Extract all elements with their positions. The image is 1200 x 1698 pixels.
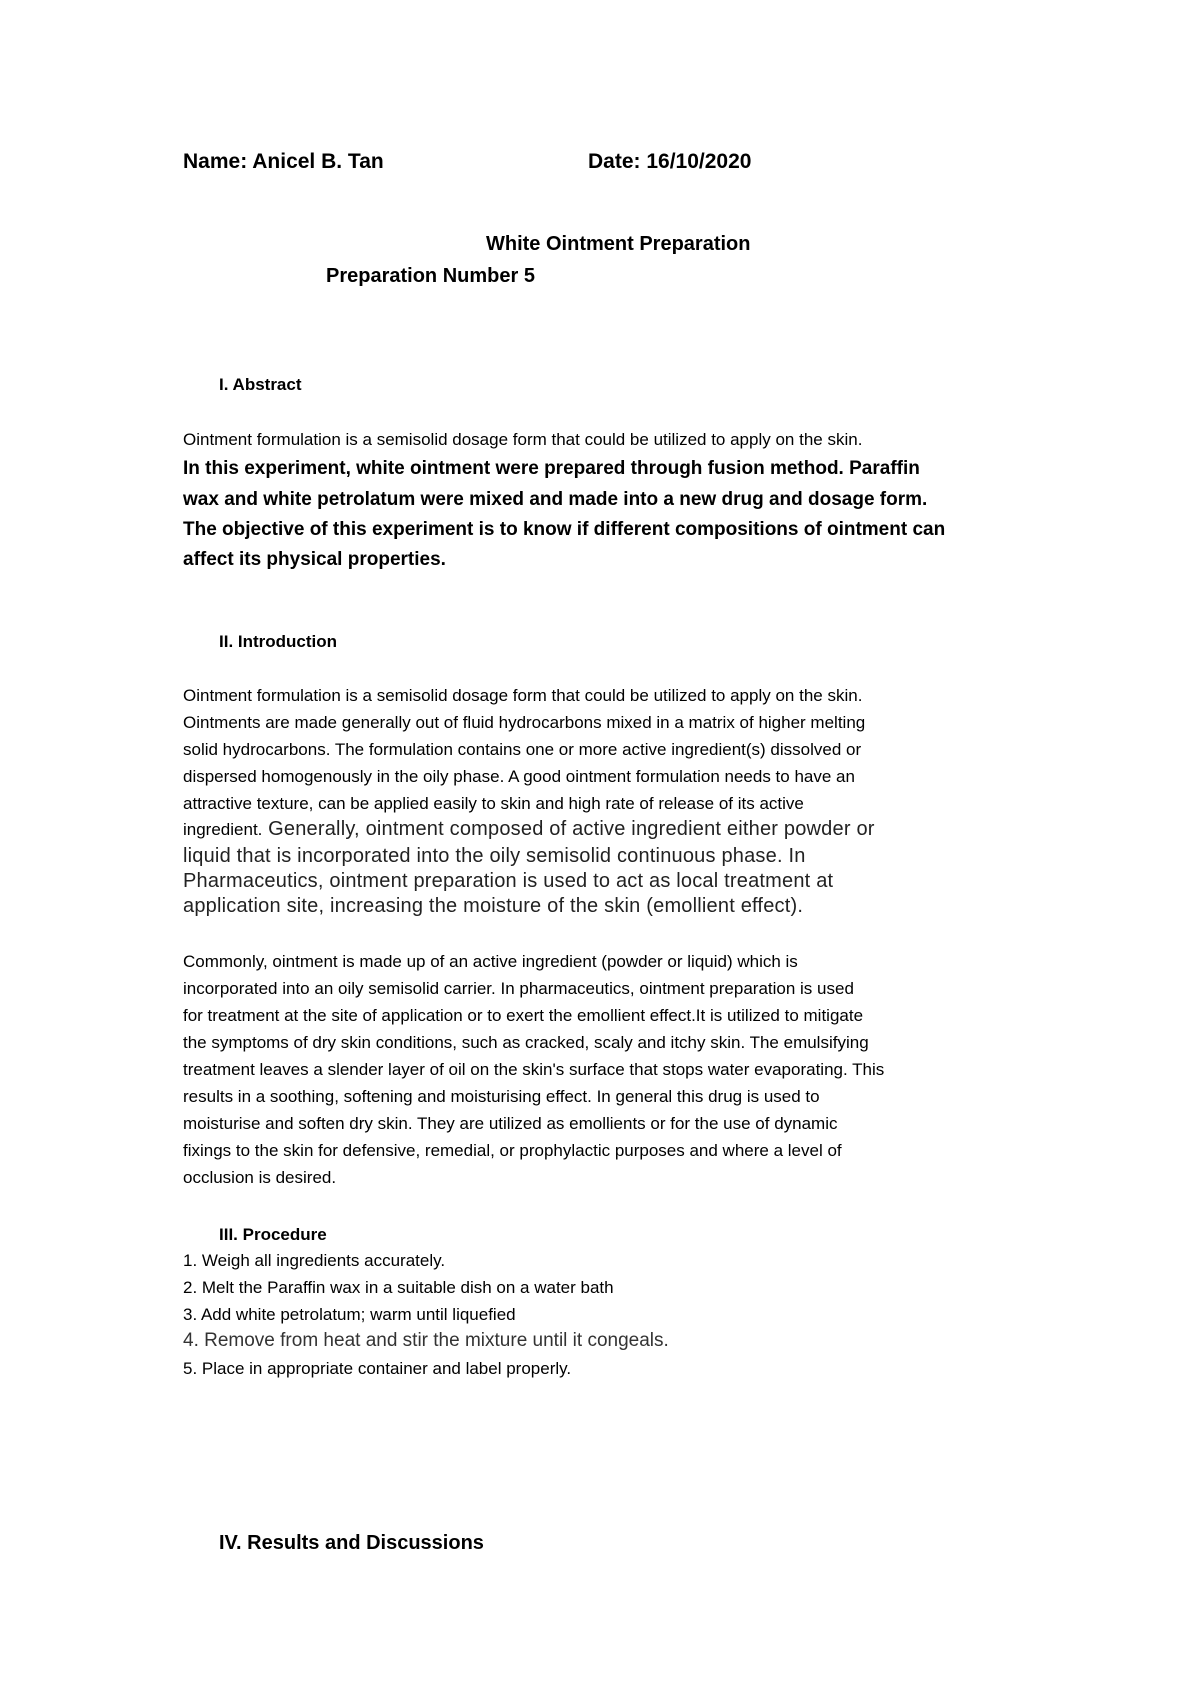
intro-line: solid hydrocarbons. The formulation contains one or more active ingredient(s) dissolved or: [183, 740, 862, 759]
abstract-line: wax and white petrolatum were mixed and made into a new drug and dosage form.: [183, 489, 928, 510]
introduction-heading: II. Introduction: [219, 632, 338, 651]
intro-line: incorporated into an oily semisolid carrier. In pharmaceutics, ointment preparation is used: [183, 979, 854, 998]
procedure-step: 1. Weigh all ingredients accurately.: [183, 1251, 446, 1270]
abstract-line: Ointment formulation is a semisolid dosage form that could be utilized to apply on the skin.: [183, 430, 863, 449]
procedure-step: 3. Add white petrolatum; warm until liquefied: [183, 1305, 516, 1324]
intro-line: Pharmaceutics, ointment preparation is used to act as local treatment at: [183, 870, 834, 892]
intro-line: Ointment formulation is a semisolid dosage form that could be utilized to apply on the skin.: [183, 686, 863, 705]
student-name: Name: Anicel B. Tan: [183, 150, 384, 173]
procedure-step: 4. Remove from heat and stir the mixture until it congeals.: [183, 1330, 669, 1351]
intro-line: Commonly, ointment is made up of an active ingredient (powder or liquid) which is: [183, 952, 798, 971]
procedure-step: 5. Place in appropriate container and label properly.: [183, 1359, 572, 1378]
intro-line: the symptoms of dry skin conditions, such as cracked, scaly and itchy skin. The emulsifying: [183, 1033, 869, 1052]
intro-line: application site, increasing the moisture of the skin (emollient effect).: [183, 895, 804, 917]
intro-line: results in a soothing, softening and moisturising effect. In general this drug is used to: [183, 1087, 820, 1106]
intro-line: moisturise and soften dry skin. They are utilized as emollients or for the use of dynamic: [183, 1114, 838, 1133]
intro-line: dispersed homogenously in the oily phase. A good ointment formulation needs to have an: [183, 767, 855, 786]
intro-line-mixed: [183, 818, 875, 841]
abstract-line: In this experiment, white ointment were prepared through fusion method. Paraffin: [183, 458, 920, 479]
intro-line-tail: Generally, ointment composed of active ingredient either powder or: [262, 818, 875, 840]
procedure-heading: III. Procedure: [219, 1225, 327, 1244]
intro-line: liquid that is incorporated into the oily semisolid continuous phase. In: [183, 845, 806, 867]
intro-line: for treatment at the site of application or to exert the emollient effect.It is utilized to mitigate: [183, 1006, 864, 1025]
intro-line-lead: ingredient.: [183, 820, 263, 839]
intro-line: Ointments are made generally out of fluid hydrocarbons mixed in a matrix of higher melting: [183, 713, 866, 732]
abstract-heading: I. Abstract: [219, 375, 302, 394]
results-heading: IV. Results and Discussions: [219, 1532, 484, 1554]
report-date: Date: 16/10/2020: [588, 150, 752, 173]
preparation-number: Preparation Number 5: [326, 265, 535, 287]
intro-line: occlusion is desired.: [183, 1168, 337, 1187]
abstract-line: The objective of this experiment is to know if different compositions of ointment can: [183, 519, 946, 540]
procedure-step: 2. Melt the Paraffin wax in a suitable dish on a water bath: [183, 1278, 614, 1297]
document-title: White Ointment Preparation: [486, 233, 751, 255]
intro-line: fixings to the skin for defensive, remedial, or prophylactic purposes and where a level of: [183, 1141, 842, 1160]
abstract-line: affect its physical properties.: [183, 549, 446, 570]
intro-line: attractive texture, can be applied easily to skin and high rate of release of its active: [183, 794, 804, 813]
intro-line: treatment leaves a slender layer of oil on the skin's surface that stops water evaporating. This: [183, 1060, 885, 1079]
